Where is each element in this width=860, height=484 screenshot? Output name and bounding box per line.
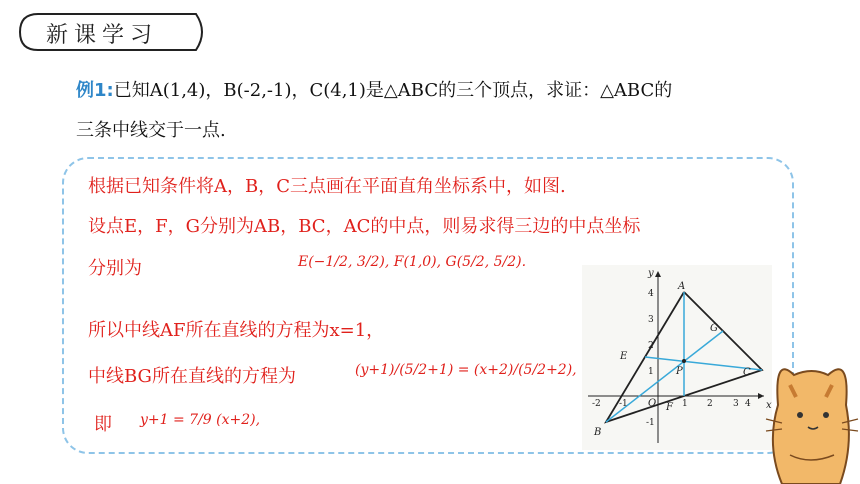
y-axis-label: y	[648, 268, 654, 279]
problem-line-2: 三条中线交于一点.	[76, 120, 226, 141]
figure-background	[582, 265, 772, 450]
label-b: B	[594, 427, 602, 438]
coordinate-figure	[582, 265, 772, 450]
solution-line-5: 中线BG所在直线的方程为	[88, 366, 296, 387]
label-c: C	[743, 367, 751, 378]
solution-line-4: 所以中线AF所在直线的方程为x=1，	[88, 320, 385, 341]
label-g: G	[710, 323, 718, 334]
midpoints-text: E(−1/2, 3/2), F(1,0), G(5/2, 5/2).	[298, 254, 527, 270]
solution-line-2: 设点E，F，G分别为AB，BC，AC的中点，则易求得三边的中点坐标	[88, 216, 641, 237]
solution-line-6: 即	[94, 414, 112, 435]
x-tick-4: 4	[745, 399, 751, 409]
solution-line-3: 分别为	[88, 258, 142, 279]
problem-line-1	[76, 76, 672, 102]
x-tick-3: 3	[733, 399, 739, 409]
solution-line-1: 根据已知条件将A，B，C三点画在平面直角坐标系中，如图.	[88, 176, 566, 197]
y-tick-3: 3	[648, 315, 654, 325]
x-tick-2: 2	[707, 399, 713, 409]
problem-text-1: 已知A(1,4)，B(-2,-1)，C(4,1)是△ABC的三个顶点，求证：△ABC的	[113, 80, 673, 101]
y-tick-2: 2	[648, 341, 654, 351]
y-tick-1: 1	[648, 367, 654, 377]
x-axis-label: x	[766, 400, 772, 411]
x-tick--2: -2	[592, 399, 601, 409]
section-tag	[18, 10, 208, 54]
y-tick-4: 4	[648, 289, 654, 299]
result-equation: y+1 = 7/9 (x+2),	[140, 412, 261, 428]
x-tick-1: 1	[682, 399, 688, 409]
section-tag-label: 新课学习	[46, 23, 159, 48]
y-tick--1: -1	[646, 418, 655, 428]
label-f: F	[666, 402, 673, 413]
label-e: E	[620, 351, 628, 362]
origin-label: O	[648, 398, 657, 409]
point-p	[682, 359, 686, 363]
cat-mascot-icon	[760, 345, 860, 484]
midpoints-formula	[298, 254, 526, 270]
label-a: A	[678, 281, 686, 292]
label-p: P	[676, 366, 683, 377]
x-tick--1: -1	[619, 399, 628, 409]
example-label: 例1:	[76, 80, 114, 101]
bg-equation: (y+1)/(5/2+1) = (x+2)/(5/2+2),	[355, 362, 577, 378]
